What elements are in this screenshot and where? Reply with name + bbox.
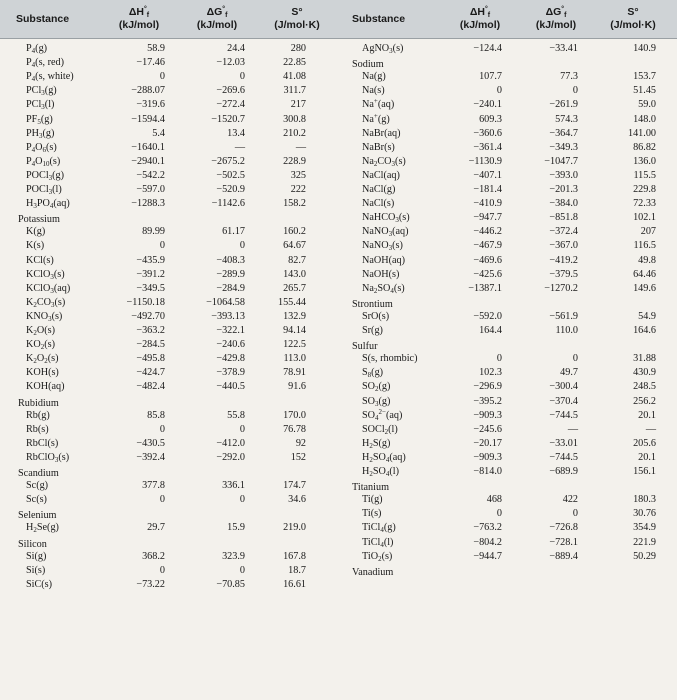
substance-formula: $PF_5(g)$	[26, 113, 53, 126]
dg-value: −744.5	[549, 451, 578, 463]
s-value: 59.0	[638, 99, 656, 111]
dh-value: 29.7	[147, 522, 165, 534]
s-value: 102.1	[633, 212, 656, 224]
substance-formula: NaCl(g)	[362, 184, 396, 195]
dg-value: −201.3	[549, 184, 578, 195]
dg-value: −372.4	[549, 226, 578, 238]
s-value: 92	[295, 437, 306, 449]
substance-formula: K(s)	[26, 240, 45, 252]
dh-value: 107.7	[479, 71, 502, 83]
dh-value: 377.8	[142, 480, 165, 492]
s-value: 248.5	[633, 381, 656, 393]
dg-value: −349.3	[549, 141, 578, 153]
substance-formula: SOCl$_2$(l)	[362, 423, 398, 436]
s-value: 136.0	[633, 155, 656, 167]
dh-value: 0	[496, 85, 502, 97]
s-value: 217	[290, 99, 306, 111]
s-value: 116.5	[633, 240, 656, 252]
dh-value: −909.3	[473, 409, 502, 421]
substance-formula: Si(g)	[26, 550, 47, 562]
s-value: 86.82	[633, 141, 656, 153]
dh-value: 0	[159, 423, 165, 435]
s-value: 160.2	[283, 226, 306, 238]
dh-value: 102.3	[479, 367, 502, 379]
substance-formula: NaOH(s)	[362, 268, 400, 280]
s-value: 149.6	[633, 282, 656, 294]
s-value: 170.0	[283, 409, 306, 421]
dg-value: −300.4	[549, 381, 578, 393]
substance-formula: $Na_2CO_3(s)$	[362, 155, 406, 168]
dh-value: −1387.1	[468, 282, 502, 294]
dg-value: 24.4	[227, 43, 245, 54]
substance-formula: NaNO$_3$(s)	[362, 240, 403, 253]
dh-value: 164.4	[479, 325, 502, 336]
s-value: 180.3	[633, 494, 656, 506]
dh-value: −319.6	[136, 99, 165, 111]
substance-formula: Sr(g)	[362, 325, 383, 336]
s-value: 152	[290, 451, 306, 463]
substance-formula: Na(g)	[362, 71, 386, 83]
dg-value: −393.0	[549, 169, 578, 181]
category-label: Vanadium	[352, 566, 394, 578]
substance-formula: KCl(s)	[26, 254, 54, 266]
dh-value: −181.4	[473, 184, 502, 195]
dg-value: −419.2	[549, 254, 578, 266]
dh-value: 0	[496, 508, 502, 520]
substance-formula: $PH_3(g)$	[26, 127, 55, 140]
s-value: 140.9	[633, 43, 656, 54]
s-value: 20.1	[638, 451, 656, 463]
dh-value: 0	[159, 494, 165, 506]
dh-value: 0	[496, 353, 502, 365]
dg-value: −378.9	[216, 367, 245, 379]
dg-value: 15.9	[227, 522, 245, 534]
dg-value: −33.41	[549, 43, 578, 54]
dg-value: 422	[562, 494, 578, 506]
dg-value: 49.7	[560, 367, 578, 379]
dh-value: −360.6	[473, 127, 502, 139]
dg-header-left: $\Delta G^\circ_f$ (kJ/mol)	[196, 6, 238, 31]
substance-formula: $H_2SO_4(aq)$	[362, 451, 406, 464]
s-value: 221.9	[633, 536, 656, 548]
dh-value: −20.17	[473, 437, 502, 449]
s-value: 49.8	[638, 254, 656, 266]
substance-formula: $K_2O(s)$	[26, 325, 55, 337]
dh-value: −73.22	[136, 578, 165, 590]
s-value: 50.29	[633, 550, 656, 562]
category-label: Potassium	[18, 214, 60, 226]
dh-value: 368.2	[142, 550, 165, 562]
s-value: 280	[290, 43, 306, 54]
dh-value: 609.3	[479, 113, 502, 125]
s-value: 164.6	[633, 325, 656, 336]
dh-value: −597.0	[136, 184, 165, 195]
s-value: 64.46	[633, 268, 656, 280]
s-value: 76.78	[283, 423, 306, 435]
dh-value: −592.0	[473, 310, 502, 322]
s-value: 148.0	[633, 113, 656, 125]
dh-value: −296.9	[473, 381, 502, 393]
dg-value: −384.0	[549, 198, 578, 210]
dh-value: −804.2	[473, 536, 502, 548]
category-label: Sulfur	[352, 341, 378, 353]
s-value: 256.2	[633, 395, 656, 407]
s-value: 122.5	[283, 339, 306, 351]
dh-value: −1130.9	[468, 155, 502, 167]
dg-value: 0	[572, 508, 578, 520]
dh-value: −410.9	[473, 198, 502, 210]
dg-value: 0	[572, 85, 578, 97]
dg-value: 0	[239, 240, 245, 252]
dg-value: 13.4	[227, 127, 245, 139]
substance-formula: S(s, rhombic)	[362, 353, 418, 365]
substance-formula: K(g)	[26, 226, 46, 238]
dh-value: −492.70	[131, 310, 165, 322]
substance-formula: $H_2S(g)$	[362, 437, 391, 450]
s-value: 18.7	[288, 564, 306, 576]
dg-value: 55.8	[227, 409, 245, 421]
substance-formula: PCl$_3$(g)	[26, 85, 57, 98]
dg-value: −379.5	[549, 268, 578, 280]
dg-value: −1047.7	[544, 155, 578, 167]
s-value: 167.8	[283, 550, 306, 562]
substance-formula: Rb(g)	[26, 409, 50, 421]
dh-value: −424.7	[136, 367, 165, 379]
s-value: 72.33	[633, 198, 656, 210]
s-value: 22.85	[283, 57, 306, 69]
dh-value: −361.4	[473, 141, 502, 153]
substance-formula: Rb(s)	[26, 423, 49, 435]
substance-formula: $SO_2(g)$	[362, 381, 391, 394]
s-value: 158.2	[283, 198, 306, 210]
dh-value: −446.2	[473, 226, 502, 238]
s-value: 207	[640, 226, 656, 238]
substance-formula: $H_3PO_4(aq)$	[26, 198, 70, 211]
dg-value: −284.9	[216, 282, 245, 294]
dh-value: −430.5	[136, 437, 165, 449]
dg-value: —	[234, 141, 245, 153]
dh-value: −467.9	[473, 240, 502, 252]
substance-formula: KOH(s)	[26, 367, 59, 379]
s-value: 82.7	[288, 254, 306, 266]
substance-formula: $SO_3(g)$	[362, 395, 391, 408]
s-value: 16.61	[283, 578, 306, 590]
dg-value: 77.3	[560, 71, 578, 83]
dh-header-left: $\Delta H^\circ_f$ (kJ/mol)	[118, 6, 160, 31]
s-value: 325	[290, 169, 306, 181]
s-value: 20.1	[638, 409, 656, 421]
dh-value: −763.2	[473, 522, 502, 534]
s-value: 51.45	[633, 85, 656, 97]
category-label: Sodium	[352, 59, 384, 71]
s-value: 113.0	[283, 353, 306, 365]
dh-value: −391.2	[136, 268, 165, 280]
s-value: 64.67	[283, 240, 306, 252]
dg-header-right: $\Delta G^\circ_f$ (kJ/mol)	[535, 6, 577, 31]
substance-formula: Na+(g)	[362, 111, 390, 125]
dg-value: −261.9	[549, 99, 578, 111]
substance-formula: $K_2CO_3(s)$	[26, 296, 66, 309]
dg-value: −2675.2	[211, 155, 245, 167]
s-value: 143.0	[283, 268, 306, 280]
substance-formula: AgNO$_3$(s)	[362, 43, 404, 55]
substance-formula: NaHCO$_3$(s)	[362, 212, 410, 225]
dg-value: −440.5	[216, 381, 245, 393]
dg-value: −1142.6	[211, 198, 245, 210]
dh-value: −482.4	[136, 381, 165, 393]
dg-value: −728.1	[549, 536, 578, 548]
s-value: —	[295, 141, 306, 153]
substance-formula: Na+(aq)	[362, 97, 395, 111]
substance-formula: RbCl(s)	[26, 437, 59, 449]
dh-value: −245.6	[473, 423, 502, 435]
dh-value: −947.7	[473, 212, 502, 224]
s-value: 156.1	[633, 466, 656, 477]
substance-formula: NaCl(aq)	[362, 169, 400, 181]
substance-formula: SrO(s)	[362, 310, 390, 322]
dg-value: −33.01	[549, 437, 578, 449]
s-value: 311.7	[283, 85, 306, 97]
dg-value: −364.7	[549, 127, 578, 139]
dh-value: −944.7	[473, 550, 502, 562]
substance-formula: $K_2O_2(s)$	[26, 353, 59, 366]
s-value: 222	[290, 184, 306, 195]
s-value: 141.00	[627, 127, 656, 139]
dg-value: 0	[239, 494, 245, 506]
dg-value: −272.4	[216, 99, 245, 111]
dg-value: −12.03	[216, 57, 245, 69]
dh-value: −363.2	[136, 325, 165, 336]
s-value: 31.88	[633, 353, 656, 365]
dh-value: −542.2	[136, 169, 165, 181]
dg-value: −269.6	[216, 85, 245, 97]
dh-value: 85.8	[147, 409, 165, 421]
s-value: 229.8	[633, 184, 656, 195]
substance-formula: Sc(g)	[26, 480, 49, 492]
dg-value: −240.6	[216, 339, 245, 351]
substance-formula: $P_4O_6(s)$	[26, 141, 57, 154]
dg-value: −412.0	[216, 437, 245, 449]
dh-value: 0	[159, 564, 165, 576]
substance-header-left: Substance	[16, 12, 70, 25]
substance-formula: $Na_2SO_4(s)$	[362, 282, 405, 295]
dg-value: −502.5	[216, 169, 245, 181]
dg-value: −322.1	[216, 325, 245, 336]
dg-value: −70.85	[216, 578, 245, 590]
s-value: —	[645, 423, 656, 435]
dh-value: −425.6	[473, 268, 502, 280]
s-value: 91.6	[288, 381, 306, 393]
dg-value: 0	[239, 423, 245, 435]
dg-value: −1270.2	[544, 282, 578, 294]
dg-value: 574.3	[555, 113, 578, 125]
category-label: Scandium	[18, 468, 59, 479]
substance-formula: Na(s)	[362, 85, 385, 97]
dh-value: 0	[159, 240, 165, 252]
s-value: 219.0	[283, 522, 306, 534]
s-header-left: S° (J/mol·K)	[274, 6, 320, 31]
substance-formula: NaOH(aq)	[362, 254, 405, 266]
substance-header-right: Substance	[352, 12, 406, 25]
substance-formula: $KO_2(s)$	[26, 339, 55, 352]
substance-formula: NaBr(s)	[362, 141, 395, 153]
s-value: 205.6	[633, 437, 656, 449]
s-value: 265.7	[283, 282, 306, 294]
dh-value: 58.9	[147, 43, 165, 54]
dg-value: −1064.58	[206, 296, 245, 308]
dg-value: −561.9	[549, 310, 578, 322]
s-value: 132.9	[283, 310, 306, 322]
dh-value: −395.2	[473, 395, 502, 407]
substance-formula: $P_4(g)$	[26, 43, 48, 55]
dg-value: —	[567, 423, 578, 435]
substance-formula: Si(s)	[26, 564, 46, 576]
category-label: Silicon	[18, 538, 47, 550]
substance-formula: $P_4(s$, white)	[26, 71, 74, 84]
s-value: 174.7	[283, 480, 306, 492]
s-value: 210.2	[283, 127, 306, 139]
s-value: 94.14	[283, 325, 306, 336]
substance-formula: KClO$_3$(aq)	[26, 282, 71, 295]
s-value: 30.76	[633, 508, 656, 520]
category-label: Rubidium	[18, 397, 59, 409]
dg-value: −1520.7	[211, 113, 245, 125]
dh-value: −495.8	[136, 353, 165, 365]
dg-value: 0	[572, 353, 578, 365]
dg-value: 0	[239, 71, 245, 83]
s-value: 34.6	[288, 494, 306, 506]
dh-value: −1594.4	[131, 113, 165, 125]
substance-formula: $S_8(g)$	[362, 367, 384, 380]
s-value: 155.44	[277, 296, 306, 308]
substance-formula: $H_2Se(g)$	[26, 522, 59, 535]
dh-value: −284.5	[136, 339, 165, 351]
dh-value: −407.1	[473, 169, 502, 181]
substance-formula: TiCl$_4$(l)	[362, 536, 394, 549]
substance-formula: $P_4O_{10}(s)$	[26, 155, 61, 168]
s-value: 430.9	[633, 367, 656, 379]
substance-formula: KOH(aq)	[26, 381, 65, 393]
substance-formula: TiCl$_4$(g)	[362, 522, 396, 535]
dg-value: −689.9	[549, 466, 578, 477]
substance-formula: $KNO_3(s)$	[26, 310, 63, 323]
s-header-right: S° (J/mol·K)	[610, 6, 656, 31]
substance-formula: RbClO$_3$(s)	[26, 451, 70, 464]
s-value: 228.9	[283, 155, 306, 167]
dh-value: 0	[159, 71, 165, 83]
dh-value: 5.4	[152, 127, 165, 139]
dh-value: −435.9	[136, 254, 165, 266]
substance-formula: $SO_4^{2-}(aq)$	[362, 407, 403, 422]
dh-value: −909.3	[473, 451, 502, 463]
dg-value: −520.9	[216, 184, 245, 195]
dh-value: 89.99	[142, 226, 165, 238]
substance-formula: POCl$_3$(l)	[26, 184, 62, 196]
substance-formula: NaBr(aq)	[362, 127, 401, 139]
substance-formula: Ti(s)	[362, 508, 382, 520]
dg-value: −393.13	[211, 310, 245, 322]
table-header	[0, 0, 677, 39]
dg-value: −851.8	[549, 212, 578, 224]
dh-value: −349.5	[136, 282, 165, 294]
substance-formula: PCl$_3$(l)	[26, 99, 55, 112]
s-value: 300.8	[283, 113, 306, 125]
substance-formula: Ti(g)	[362, 494, 383, 506]
substance-formula: Sc(s)	[26, 494, 47, 506]
dg-value: −726.8	[549, 522, 578, 534]
substance-formula: KClO$_3$(s)	[26, 268, 65, 281]
dh-value: −1288.3	[131, 198, 165, 210]
substance-formula: $P_4(s$, red)	[26, 57, 65, 70]
dg-value: −292.0	[216, 451, 245, 463]
substance-formula: TiO$_2$(s)	[362, 550, 393, 563]
category-label: Strontium	[352, 298, 393, 310]
dg-value: 0	[239, 564, 245, 576]
substance-formula: SiC(s)	[26, 578, 53, 590]
dh-value: −1150.18	[126, 296, 165, 308]
dh-value: −17.46	[136, 57, 165, 69]
dg-value: −889.4	[549, 550, 578, 562]
dg-value: 110.0	[555, 325, 578, 336]
dg-value: −289.9	[216, 268, 245, 280]
s-value: 115.5	[633, 169, 656, 181]
s-value: 54.9	[638, 310, 656, 322]
dh-value: −288.07	[131, 85, 165, 97]
dh-value: −469.6	[473, 254, 502, 266]
s-value: 78.91	[283, 367, 306, 379]
dh-value: −1640.1	[131, 141, 165, 153]
dg-value: 61.17	[222, 226, 245, 238]
dg-value: −367.0	[549, 240, 578, 252]
dg-value: −370.4	[549, 395, 578, 407]
s-value: 153.7	[633, 71, 656, 83]
dg-value: −408.3	[216, 254, 245, 266]
dh-value: −392.4	[136, 451, 165, 463]
dg-value: 323.9	[222, 550, 245, 562]
dg-value: 336.1	[222, 480, 245, 492]
dh-value: −124.4	[473, 43, 502, 54]
dh-value: 468	[486, 494, 502, 506]
dg-value: −429.8	[216, 353, 245, 365]
dh-header-right: $\Delta H^\circ_f$ (kJ/mol)	[459, 6, 501, 31]
substance-formula: NaNO$_3$(aq)	[362, 226, 409, 239]
dh-value: −814.0	[473, 466, 502, 477]
category-label: Titanium	[352, 482, 389, 494]
dh-value: −240.1	[473, 99, 502, 111]
substance-formula: POCl$_3$(g)	[26, 169, 65, 182]
substance-formula: NaCl(s)	[362, 198, 395, 210]
category-label: Selenium	[18, 510, 57, 522]
substance-formula: $H_2SO_4(l)$	[362, 466, 400, 478]
dg-value: −744.5	[549, 409, 578, 421]
s-value: 41.08	[283, 71, 306, 83]
s-value: 354.9	[633, 522, 656, 534]
dh-value: −2940.1	[131, 155, 165, 167]
